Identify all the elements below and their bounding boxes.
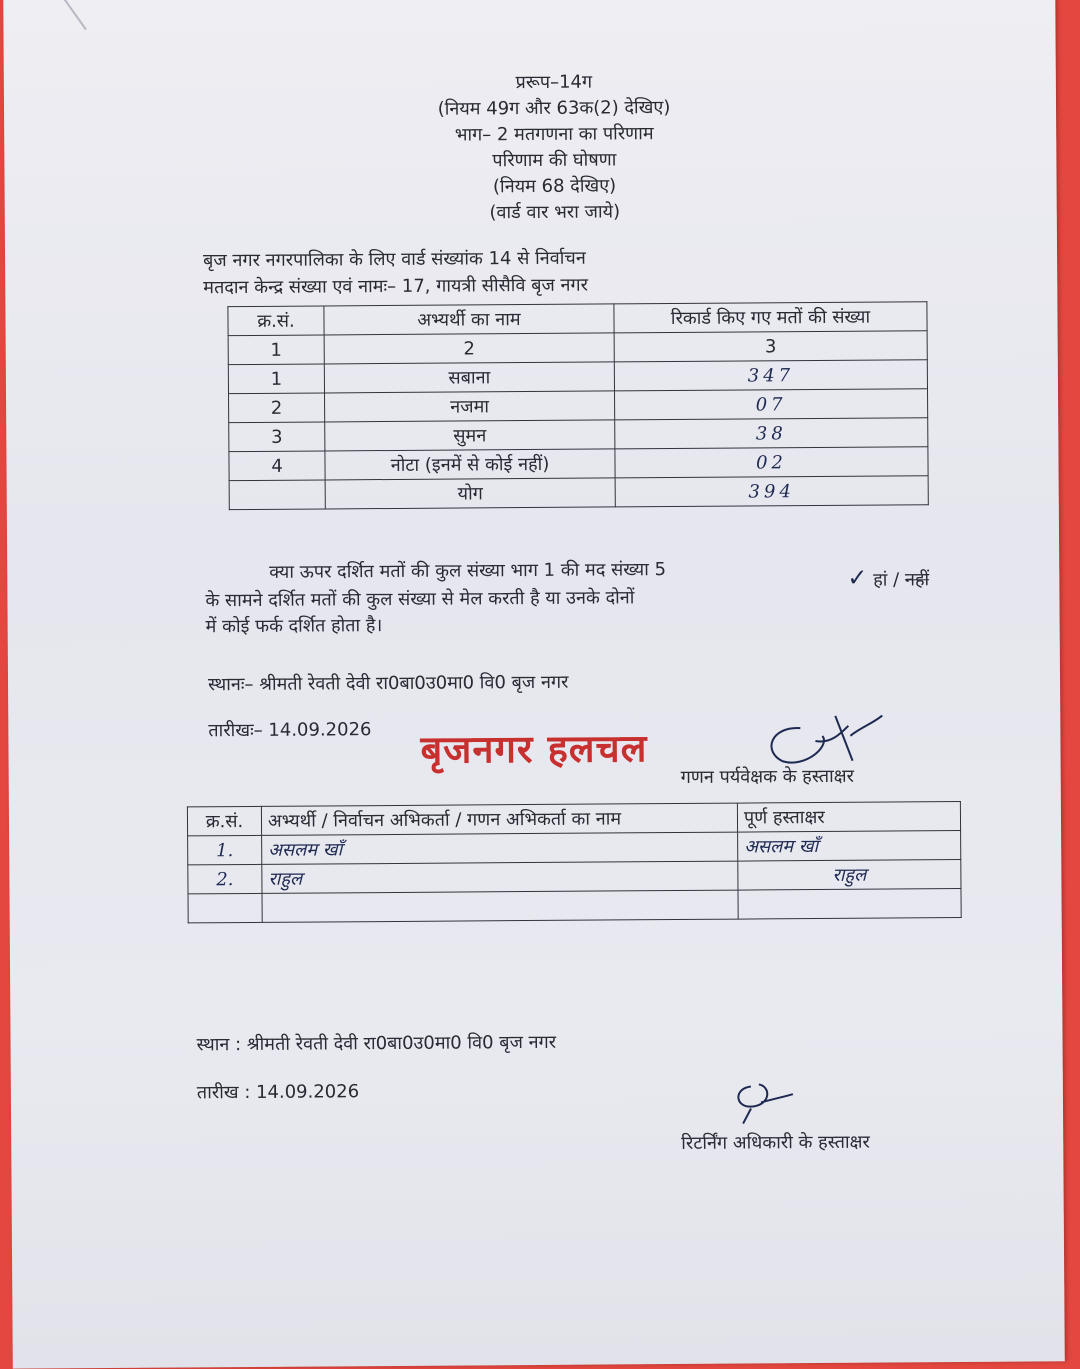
header-candidate-name: अभ्यर्थी का नाम: [324, 304, 614, 335]
row-sn: 4: [229, 451, 325, 481]
row-candidate-name: नजमा: [325, 391, 615, 422]
row-candidate-name: सुमन: [325, 420, 615, 451]
row-signature: असलम खाँ: [738, 831, 961, 862]
header-agent-name: अभ्यर्थी / निर्वाचन अभिकर्ता / गणन अभिकर्ता का नाम: [261, 803, 737, 835]
row-votes: 07: [615, 389, 928, 420]
col-number: 2: [324, 333, 614, 364]
place-2: स्थान : श्रीमती रेवती देवी रा0बा0उ0मा0 वि0 बृज नगर: [196, 1031, 557, 1056]
form-header: [334, 68, 775, 227]
rule-reference: (नियम 49ग और 63क(2) देखिए): [437, 97, 671, 120]
row-votes: 02: [615, 447, 928, 478]
header-full-signature: पूर्ण हस्ताक्षर: [737, 802, 960, 833]
part-title: भाग– 2 मतगणना का परिणाम: [454, 123, 654, 146]
ward-note: (वार्ड वार भरा जाये): [489, 201, 621, 224]
header-sn: क्र.सं.: [187, 806, 261, 836]
supervisor-signature-label: गणन पर्यवेक्षक के हस्ताक्षर: [680, 765, 855, 788]
row-agent-name: असलम खाँ: [262, 832, 738, 864]
col-number: 1: [228, 335, 324, 365]
declaration-title: परिणाम की घोषणा: [492, 149, 617, 172]
header-sn: क्र.सं.: [228, 306, 324, 336]
row-sn: 2: [229, 393, 325, 423]
document-sheet: [3, 0, 1065, 1369]
total-sn-empty: [229, 480, 325, 510]
check-icon: ✓: [847, 563, 868, 592]
row-sn: 1: [228, 364, 324, 394]
returning-officer-signature-label: रिटर्निंग अधिकारी के हस्ताक्षर: [681, 1131, 870, 1154]
table-total-row: [229, 476, 928, 510]
results-table: [227, 301, 928, 510]
yes-no-answer: [847, 563, 929, 592]
row-sn: 3: [229, 422, 325, 452]
form-number: प्ररूप–14ग: [515, 71, 593, 94]
watermark-text: बृजनगर हलचल: [420, 726, 648, 772]
row-sn: 2.: [188, 864, 262, 894]
total-votes: 394: [615, 476, 928, 507]
row-signature: राहुल: [738, 860, 961, 891]
row-sn: [188, 893, 262, 923]
paper-crease: [62, 0, 87, 30]
question-line-1: क्या ऊपर दर्शित मतों की कुल संख्या भाग 1 की मद संख्या 5: [269, 559, 667, 583]
row-agent-name: राहुल: [262, 861, 738, 893]
row-agent-name: [262, 890, 738, 922]
row-votes: 347: [614, 360, 927, 391]
place-1: स्थानः– श्रीमती रेवती देवी रा0बा0उ0मा0 वि0 बृज नगर: [207, 671, 569, 696]
date-1: तारीखः– 14.09.2026: [208, 719, 372, 742]
answer-no: नहीं: [904, 569, 930, 591]
question-line-2: के सामने दर्शित मतों की कुल संख्या से मेल करती है या उनके दोनों: [205, 587, 635, 612]
answer-yes: हां /: [873, 569, 900, 591]
header-votes: रिकार्ड किए गए मतों की संख्या: [614, 302, 927, 333]
row-votes: 38: [615, 418, 928, 449]
rule-68: (नियम 68 देखिए): [492, 175, 617, 198]
intro-line-1: बृज नगर नगरपालिका के लिए वार्ड संख्यांक 14 से निर्वाचन: [203, 247, 586, 272]
row-candidate-name: सबाना: [324, 362, 614, 393]
agents-table: [187, 801, 962, 923]
question-line-3: में कोई फर्क दर्शित होता है।: [205, 615, 383, 638]
total-label: योग: [325, 478, 615, 509]
date-2: तारीख : 14.09.2026: [196, 1081, 360, 1104]
row-signature: [738, 889, 961, 920]
row-sn: 1.: [188, 835, 262, 865]
returning-officer-signature: [721, 1078, 801, 1129]
row-candidate-name: नोटा (इनमें से कोई नहीं): [325, 449, 615, 480]
col-number: 3: [614, 331, 927, 362]
table-row: [188, 889, 961, 923]
intro-line-2: मतदान केन्द्र संख्या एवं नामः– 17, गायत्री सीसैवि बृज नगर: [203, 274, 589, 299]
